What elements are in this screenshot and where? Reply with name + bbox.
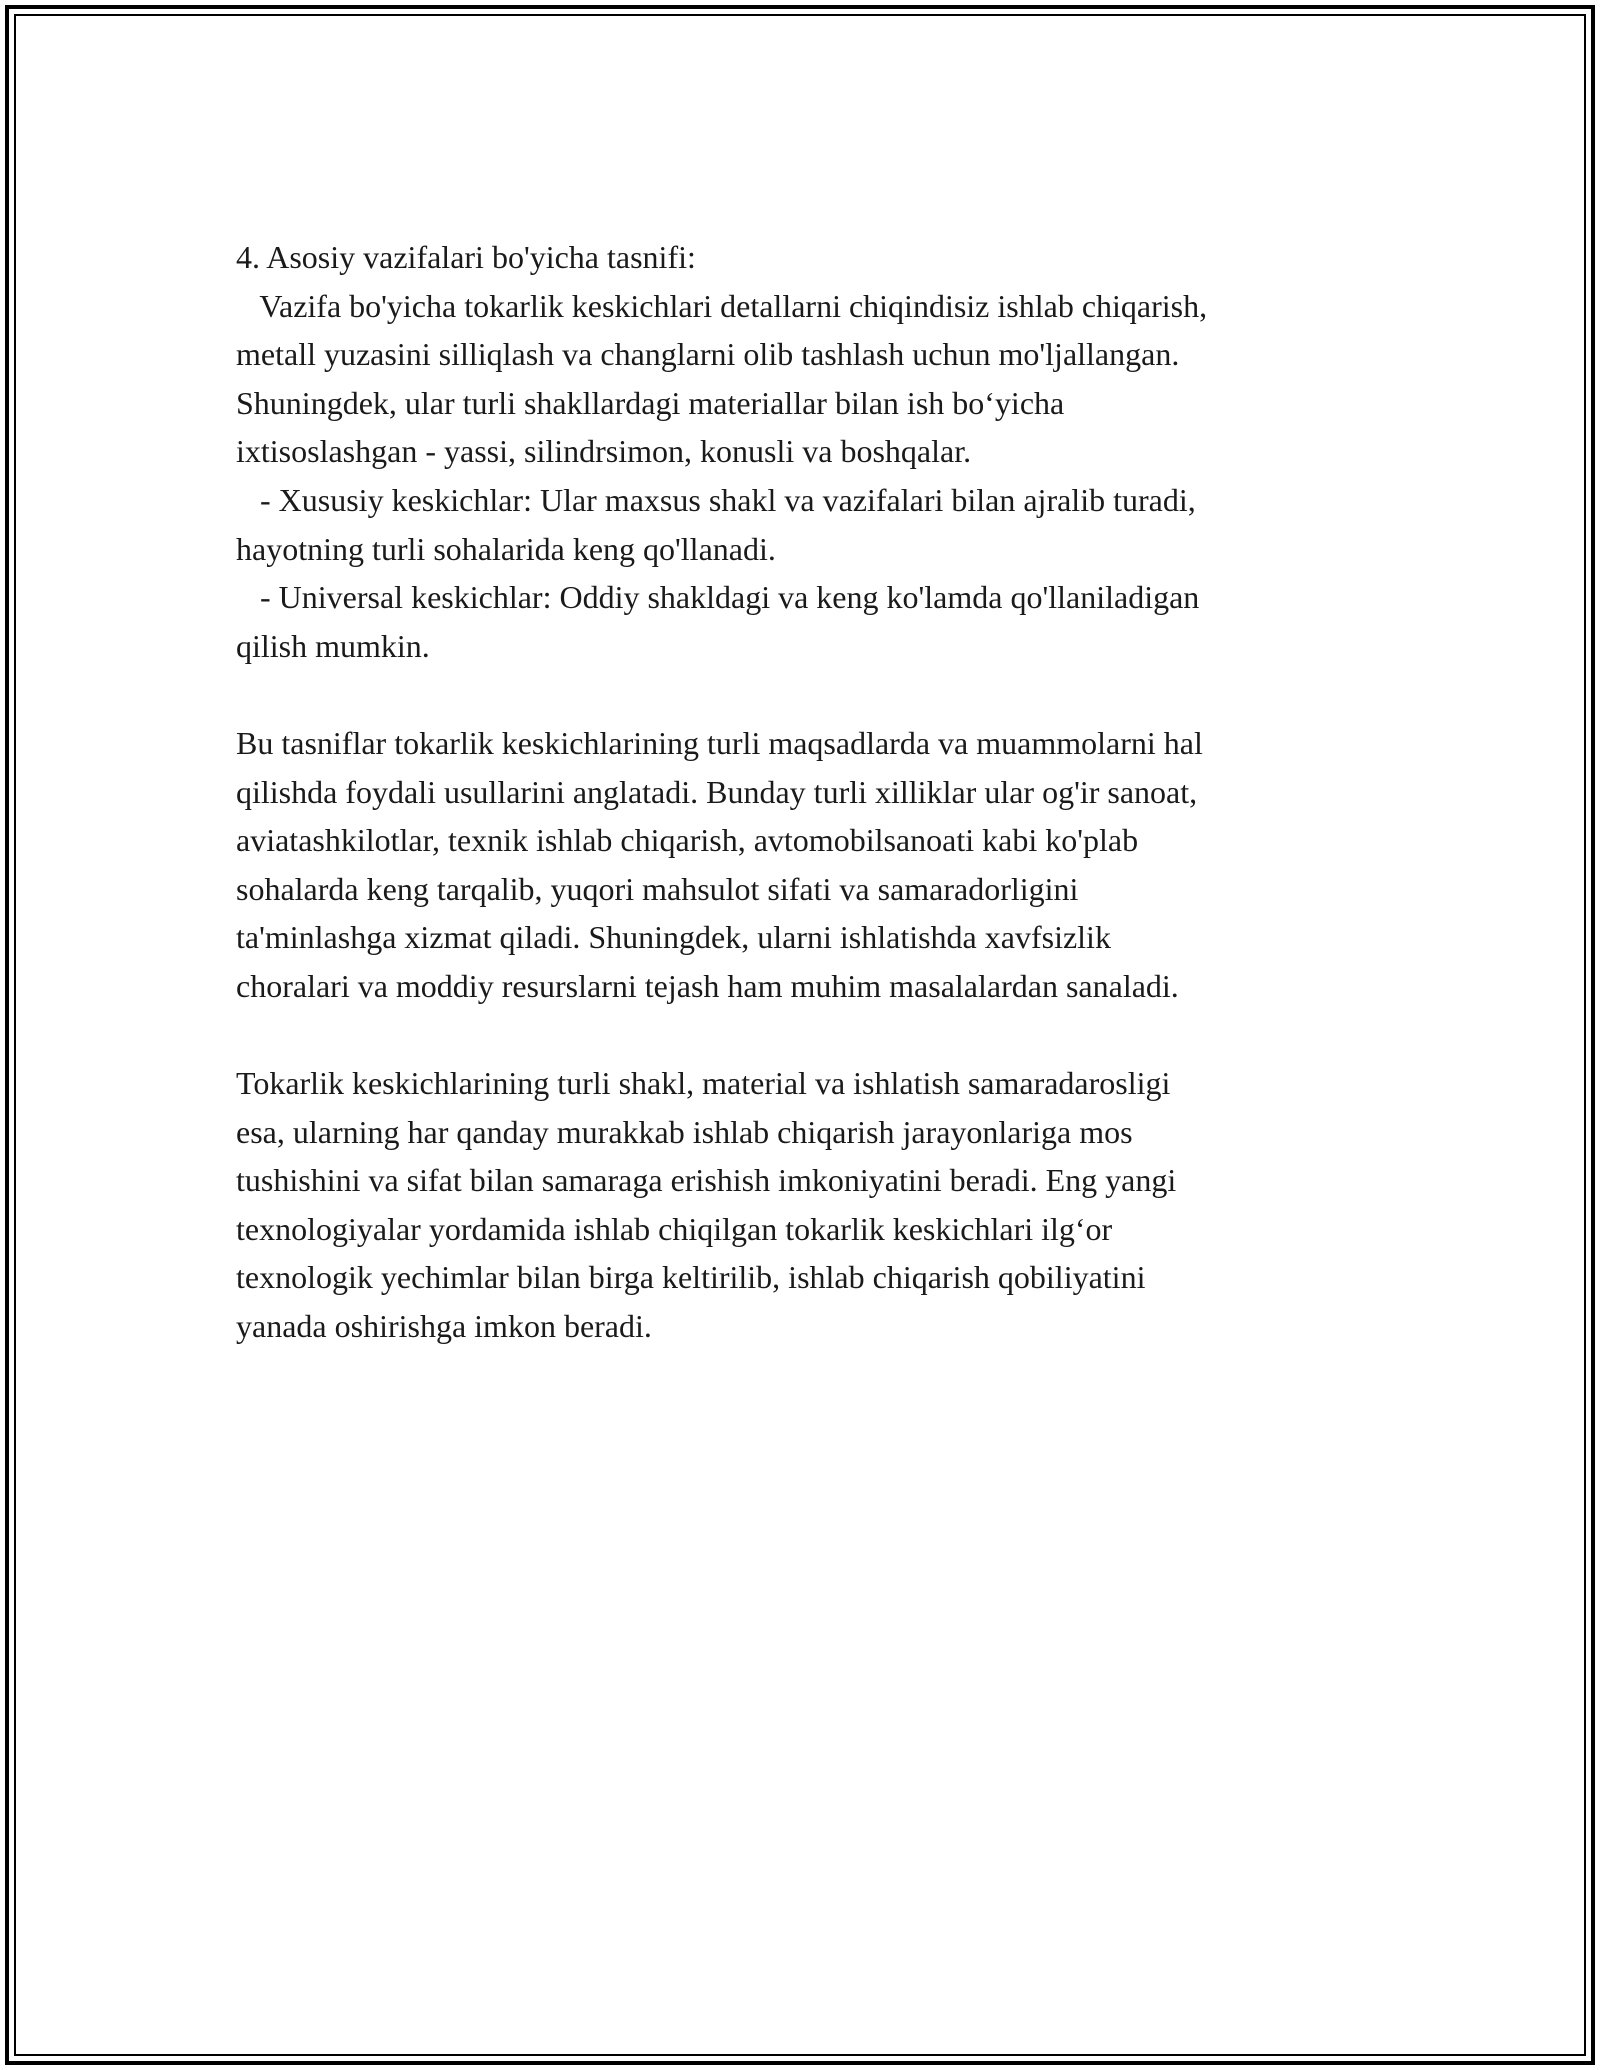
- text-line: texnologiyalar yordamida ishlab chiqilgan tokarlik keskichlari ilg‘or: [236, 1210, 1113, 1247]
- text-line: metall yuzasini silliqlash va changlarni olib tashlash uchun mo'ljallangan.: [236, 336, 1180, 373]
- paragraph-summary: [236, 719, 1376, 1011]
- text-line: 4. Asosiy vazifalari bo'yicha tasnifi:: [236, 239, 696, 275]
- paragraph-gap: [236, 670, 1376, 719]
- text-line: texnologik yechimlar bilan birga keltirilib, ishlab chiqarish qobiliyatini: [236, 1259, 1146, 1296]
- text-line: aviatashkilotlar, texnik ishlab chiqarish, avtomobilsanoati kabi ko'plab: [236, 822, 1139, 859]
- text-line: Bu tasniflar tokarlik keskichlarining turli maqsadlarda va muammolarni hal: [236, 724, 1203, 761]
- paragraph-gap: [236, 1011, 1376, 1060]
- text-line: qilishda foydali usullarini anglatadi. Bunday turli xilliklar ular og'ir sanoat,: [236, 773, 1198, 810]
- text-line: sohalarda keng tarqalib, yuqori mahsulot sifati va samaradorligini: [236, 870, 1079, 907]
- text-line: ta'minlashga xizmat qiladi. Shuningdek, ularni ishlatishda xavfsizlik: [236, 919, 1111, 956]
- text-line: Vazifa bo'yicha tokarlik keskichlari detallarni chiqindisiz ishlab chiqarish,: [236, 287, 1208, 324]
- text-line: yanada oshirishga imkon beradi.: [236, 1308, 652, 1345]
- text-line: Tokarlik keskichlarining turli shakl, material va ishlatish samaradarosligi: [236, 1065, 1171, 1102]
- document-body: [236, 233, 1376, 1351]
- text-line: - Xususiy keskichlar: Ular maxsus shakl va vazifalari bilan ajralib turadi,: [236, 481, 1196, 518]
- text-line: - Universal keskichlar: Oddiy shakldagi va keng ko'lamda qo'llaniladigan: [236, 579, 1200, 616]
- text-line: hayotning turli sohalarida keng qo'llanadi.: [236, 530, 776, 567]
- text-line: qilish mumkin.: [236, 627, 430, 664]
- text-line: choralari va moddiy resurslarni tejash ham muhim masalalardan sanaladi.: [236, 967, 1179, 1004]
- paragraph-conclusion: [236, 1059, 1376, 1351]
- text-line: ixtisoslashgan - yassi, silindrsimon, konusli va boshqalar.: [236, 433, 972, 470]
- text-line: Shuningdek, ular turli shakllardagi materiallar bilan ish bo‘yicha: [236, 384, 1065, 421]
- paragraph-classification: [236, 233, 1376, 670]
- text-line: esa, ularning har qanday murakkab ishlab chiqarish jarayonlariga mos: [236, 1113, 1133, 1150]
- text-line: tushishini va sifat bilan samaraga erishish imkoniyatini beradi. Eng yangi: [236, 1162, 1177, 1199]
